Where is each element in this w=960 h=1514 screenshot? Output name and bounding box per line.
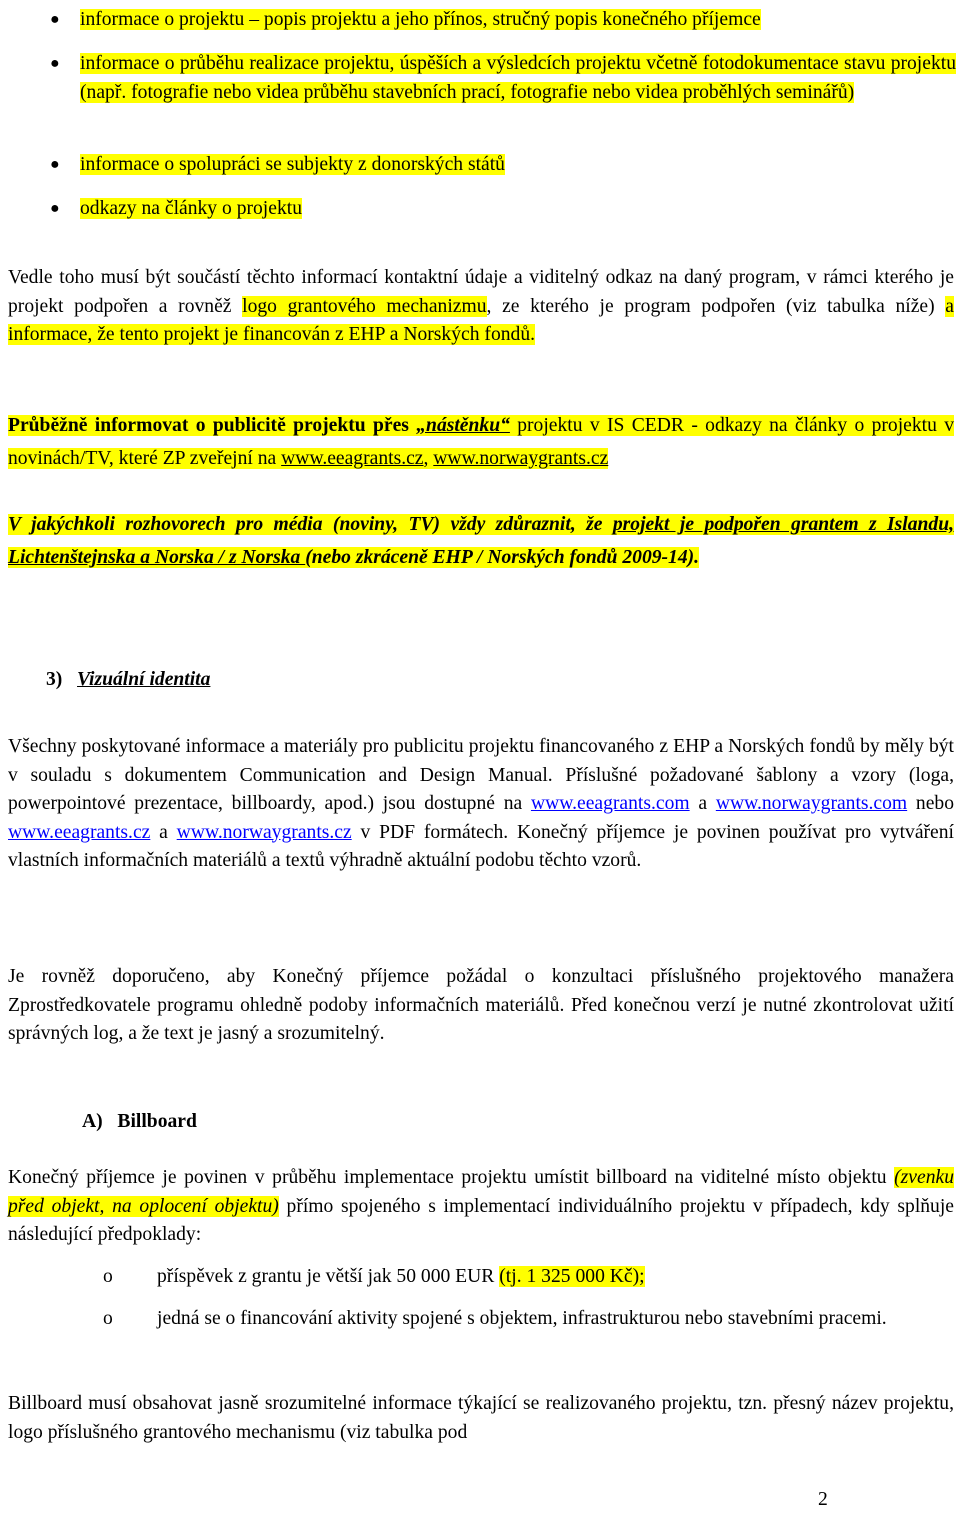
bullet-item: odkazy na články o projektu	[80, 198, 302, 219]
norwaygrants-com-link[interactable]: www.norwaygrants.com	[715, 793, 908, 814]
publicity-paragraph: Průběžně informovat o publicitě projektu přes „nástěnku“ projektu v IS CEDR - odkazy na články o projektu v novinách/TV, které ZP zveřejní na www.eeagrants.cz, www.norwaygrants.cz	[8, 415, 954, 469]
list-marker: o	[103, 1266, 113, 1287]
bullet-marker: ●	[50, 156, 60, 173]
page-number: 2	[818, 1489, 828, 1510]
norwaygrants-cz-link[interactable]: www.norwaygrants.cz	[176, 821, 352, 843]
norwaygrants-cz-link[interactable]: www.norwaygrants.cz	[433, 448, 609, 469]
condition-item: příspěvek z grantu je větší jak 50 000 EUR (tj. 1 325 000 Kč);	[157, 1266, 645, 1287]
bullet-marker: ●	[50, 55, 60, 72]
eeagrants-cz-link[interactable]: www.eeagrants.cz	[8, 821, 151, 843]
billboard-content-paragraph: Billboard musí obsahovat jasně srozumitelné informace týkající se realizovaného projektu, tzn. přesný název projektu, logo příslušného grantového mechanismu (viz tabulka pod	[8, 1393, 954, 1443]
subsection-heading: A) Billboard	[82, 1111, 197, 1132]
consultation-paragraph: Je rovněž doporučeno, aby Konečný příjemce požádal o konzultaci příslušného projektového manažera Zprostředkovatele programu ohledně podoby informačních materiálů. Před konečnou verzí je nutné zkontrolovat užití správných log, a že text je jasný a srozumitelný.	[8, 966, 954, 1044]
visual-identity-paragraph: Všechny poskytované informace a materiály pro publicitu projektu financovaného z EHP a Norských fondů by měly být v souladu s dokumentem Communication and Design Manual. Příslušné požadované šablony a vzory (loga, powerpointové prezentace, billboardy, apod.) jsou dostupné na www.eeagrants.com a www.norwaygrants.com nebo www.eeagrants.cz a www.norwaygrants.cz v PDF formátech. Konečný příjemce je povinen používat pro vytváření vlastních informačních materiálů a textů výhradně aktuální podobu těchto vzorů.	[8, 736, 954, 871]
billboard-paragraph: Konečný příjemce je povinen v průběhu implementace projektu umístit billboard na viditelné místo objektu (zvenku před objekt, na oplocení objektu) přímo spojeného s implementací individuálního projektu v případech, kdy splňuje následující předpoklady:	[8, 1167, 954, 1245]
eeagrants-cz-link[interactable]: www.eeagrants.cz	[281, 448, 424, 469]
bullet-marker: ●	[50, 11, 60, 28]
eeagrants-com-link[interactable]: www.eeagrants.com	[530, 793, 690, 814]
contact-info-paragraph: Vedle toho musí být součástí těchto informací kontaktní údaje a viditelný odkaz na daný program, v rámci kterého je projekt podpořen a rovněž logo grantového mechanizmu, ze kterého je program podpořen (viz tabulka níže) a informace, že tento projekt je financován z EHP a Norských fondů.	[8, 267, 954, 345]
section-heading: 3) Vizuální identita	[46, 669, 211, 690]
list-marker: o	[103, 1308, 113, 1329]
bullet-item: informace o spolupráci se subjekty z donorských států	[80, 154, 505, 175]
condition-item: jedná se o financování aktivity spojené s objektem, infrastrukturou nebo stavebními pracemi.	[157, 1308, 887, 1329]
bullet-item: informace o průběhu realizace projektu, úspěších a výsledcích projektu včetně fotodokumentace stavu projektu (např. fotografie nebo videa průběhu stavebních prací, fotografie nebo videa proběhlých seminářů)	[80, 53, 956, 103]
bullet-item: informace o projektu – popis projektu a jeho přínos, stručný popis konečného příjemce	[80, 9, 761, 30]
bullet-marker: ●	[50, 200, 60, 217]
media-paragraph: V jakýchkoli rozhovorech pro média (noviny, TV) vždy zdůraznit, že projekt je podpořen grantem z Islandu, Lichtenštejnska a Norska / z Norska (nebo zkráceně EHP / Norských fondů 2009-14).	[8, 514, 954, 568]
